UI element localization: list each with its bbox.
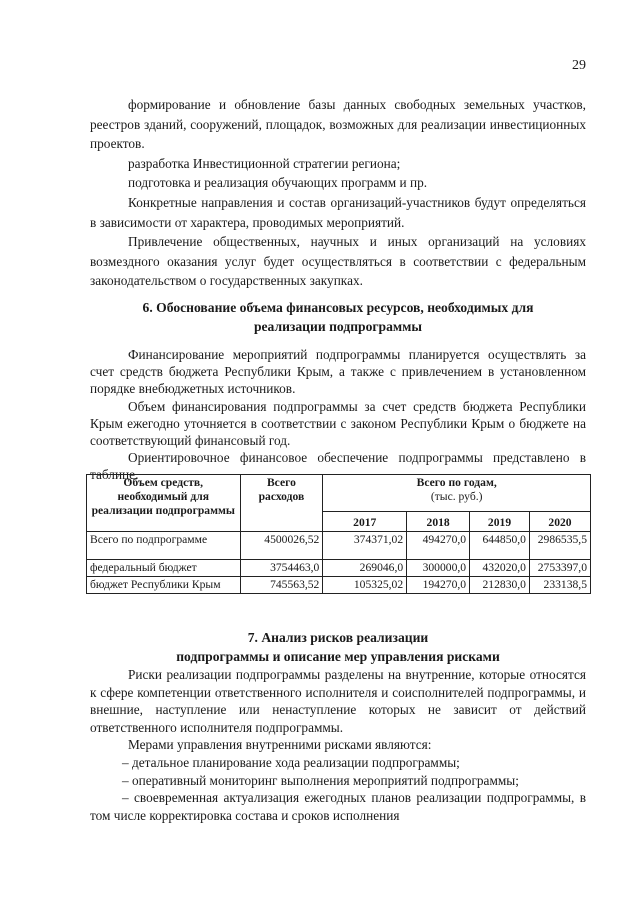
header-year: 2017	[323, 512, 407, 532]
section-7-heading-line-1: 7. Анализ рисков реализации	[247, 630, 429, 645]
section-7-heading	[90, 628, 586, 666]
header-year: 2018	[407, 512, 470, 532]
finance-table	[86, 474, 591, 594]
header-by-years-title: Всего по годам,	[416, 476, 497, 489]
row-value: 494270,0	[407, 532, 470, 560]
row-value: 233138,5	[529, 577, 590, 594]
header-by-years	[323, 475, 591, 512]
header-year: 2020	[529, 512, 590, 532]
row-value: 269046,0	[323, 560, 407, 577]
page-number: 29	[572, 58, 586, 73]
row-value: 105325,02	[323, 577, 407, 594]
list-item: – детальное планирование хода реализации подпрограммы;	[122, 754, 460, 770]
section-7-body	[90, 666, 586, 824]
row-total: 3754463,0	[240, 560, 323, 577]
header-year: 2019	[470, 512, 530, 532]
intro-paragraph-3: подготовка и реализация обучающих программ и пр.	[128, 175, 428, 191]
section-7-paragraph-2: Мерами управления внутренними рисками являются:	[128, 737, 432, 753]
section-7-paragraph-1: Риски реализации подпрограммы разделены на внутренние, которые относятся к сфере компетенции ответственного исполнителя и соисполнителей подпрограммы, и внешние, наступление или ненаступление которых не зависит от действий ответственного исполнителя подпрограммы.	[90, 667, 586, 735]
row-value: 2986535,5	[529, 532, 590, 560]
intro-paragraph-5: Привлечение общественных, научных и иных организаций на условиях возмездного оказания услуг будет осуществляться в соответствии с федеральным законодательством о государственных закупках.	[90, 234, 586, 289]
row-name: Всего по подпрограмме	[87, 532, 241, 560]
list-item: – своевременная актуализация ежегодных планов реализации подпрограммы, в том числе корректировка состава и сроков исполнения	[90, 790, 586, 823]
intro-paragraph-4: Конкретные направления и состав организаций-участников будут определяться в зависимости от характера, проводимых мероприятий.	[90, 194, 586, 230]
row-value: 374371,02	[323, 532, 407, 560]
section-6-heading	[90, 298, 586, 336]
row-value: 2753397,0	[529, 560, 590, 577]
table-row	[87, 577, 591, 594]
intro-block	[90, 95, 586, 291]
section-6-paragraph-3: Ориентировочное финансовое обеспечение подпрограммы представлено в таблице.	[90, 450, 586, 483]
section-6-heading-line-2: реализации подпрограммы	[253, 319, 423, 334]
row-value: 432020,0	[470, 560, 530, 577]
section-6-heading-line-1: 6. Обоснование объема финансовых ресурсов, необходимых для	[142, 300, 534, 315]
row-total: 4500026,52	[240, 532, 323, 560]
header-total: Всего расходов	[240, 475, 323, 532]
row-name: федеральный бюджет	[87, 560, 241, 577]
section-6-paragraph-2: Объем финансирования подпрограммы за счет средств бюджета Республики Крым ежегодно уточняется в соответствии с законом Республики Крым о бюджете на соответствующий финансовый год.	[90, 398, 586, 449]
intro-paragraph-2: разработка Инвестиционной стратегии региона;	[128, 155, 401, 171]
section-7-heading-line-2: подпрограммы и описание мер управления рисками	[176, 649, 500, 664]
intro-paragraph-1: формирование и обновление базы данных свободных земельных участков, реестров зданий, сооружений, площадок, возможных для реализации инвестиционных проектов.	[90, 97, 586, 152]
header-volume: Объем средств, необходимый для реализации подпрограммы	[87, 475, 241, 532]
header-by-years-unit: (тыс. руб.)	[430, 490, 483, 503]
row-value: 300000,0	[407, 560, 470, 577]
table-row	[87, 532, 591, 560]
section-6-body	[90, 346, 586, 484]
table-header-row	[87, 475, 591, 512]
row-total: 745563,52	[240, 577, 323, 594]
section-6-paragraph-1: Финансирование мероприятий подпрограммы планируется осуществлять за счет средств бюджета Республики Крым, а также с привлечением в установленном порядке внебюджетных источников.	[90, 347, 586, 397]
row-name: бюджет Республики Крым	[87, 577, 241, 594]
list-item: – оперативный мониторинг выполнения мероприятий подпрограммы;	[122, 772, 519, 788]
row-value: 644850,0	[470, 532, 530, 560]
row-value: 212830,0	[470, 577, 530, 594]
table-row	[87, 560, 591, 577]
row-value: 194270,0	[407, 577, 470, 594]
